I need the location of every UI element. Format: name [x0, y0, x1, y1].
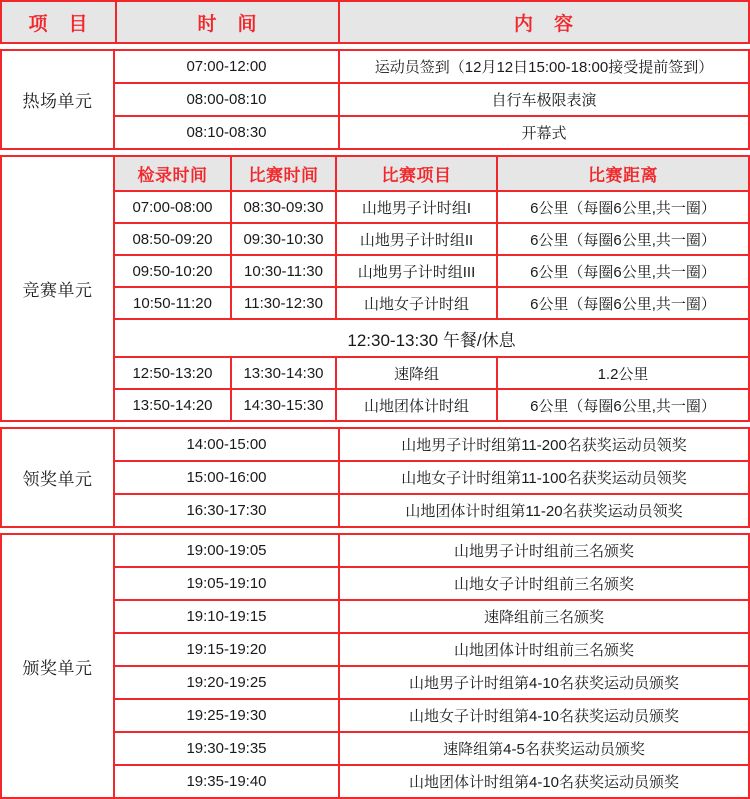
race-checkin-time: 09:50-10:20: [132, 262, 213, 280]
column-header-race-distance: 比赛距离: [496, 157, 748, 190]
awards-content: 山地女子计时组第11-100名获奖运动员领奖: [338, 462, 748, 493]
warmup-rows: [115, 51, 748, 148]
ceremony-time: 19:10-19:15: [186, 608, 267, 625]
ceremony-time: 19:20-19:25: [186, 674, 267, 691]
warmup-time: 08:10-08:30: [186, 124, 267, 141]
table-row: [115, 429, 748, 460]
table-row: [115, 731, 748, 764]
race-event: 山地男子计时组II: [335, 224, 496, 254]
column-header-checkin-time: 检录时间: [115, 157, 230, 190]
table-row: [115, 115, 748, 148]
table-row: [115, 388, 748, 420]
awards-rows: [115, 429, 748, 526]
awards-time: 16:30-17:30: [186, 502, 267, 519]
race-distance: 6公里（每圈6公里,共一圈）: [496, 192, 748, 222]
warmup-content: 自行车极限表演: [338, 84, 748, 115]
section-ceremony: [0, 533, 750, 799]
table-row: [115, 356, 748, 388]
race-distance: 6公里（每圈6公里,共一圈）: [496, 224, 748, 254]
column-header-time: 时 间: [115, 2, 338, 42]
table-row: [115, 566, 748, 599]
section-warmup: [0, 49, 750, 150]
ceremony-time: 19:05-19:10: [186, 575, 267, 592]
awards-time: 14:00-15:00: [186, 436, 267, 453]
race-subheader-row: [115, 157, 748, 190]
table-row: [115, 764, 748, 797]
ceremony-rows: [115, 535, 748, 797]
race-distance: 1.2公里: [496, 358, 748, 388]
table-header-row: [0, 0, 750, 44]
race-time: 08:30-09:30: [230, 192, 335, 222]
ceremony-content: 山地团体计时组第4-10名获奖运动员颁奖: [338, 766, 748, 797]
race-time: 10:30-11:30: [230, 256, 335, 286]
ceremony-content: 山地女子计时组第4-10名获奖运动员颁奖: [338, 700, 748, 731]
ceremony-time: 19:15-19:20: [186, 641, 267, 658]
section-label-awards: 领奖单元: [2, 429, 115, 526]
lunch-break-row: [115, 318, 748, 356]
race-time: 09:30-10:30: [230, 224, 335, 254]
table-row: [115, 190, 748, 222]
ceremony-content: 速降组前三名颁奖: [338, 601, 748, 632]
race-checkin-time: 08:50-09:20: [132, 230, 213, 248]
column-header-project: 项 目: [2, 2, 115, 42]
race-checkin-time: 10:50-11:20: [133, 294, 212, 312]
section-label-race: 竞赛单元: [2, 157, 115, 420]
column-header-race-event: 比赛项目: [335, 157, 496, 190]
column-header-race-time: 比赛时间: [230, 157, 335, 190]
table-row: [115, 286, 748, 318]
ceremony-content: 山地女子计时组前三名颁奖: [338, 568, 748, 599]
race-event: 速降组: [335, 358, 496, 388]
race-distance: 6公里（每圈6公里,共一圈）: [496, 390, 748, 420]
table-row: [115, 665, 748, 698]
ceremony-content: 速降组第4-5名获奖运动员颁奖: [338, 733, 748, 764]
race-checkin-time: 12:50-13:20: [132, 364, 213, 382]
race-event: 山地男子计时组III: [335, 256, 496, 286]
warmup-time: 08:00-08:10: [186, 91, 267, 108]
warmup-content: 开幕式: [338, 117, 748, 148]
table-row: [115, 493, 748, 526]
awards-content: 山地团体计时组第11-20名获奖运动员领奖: [338, 495, 748, 526]
warmup-time: 07:00-12:00: [186, 58, 267, 75]
race-event: 山地团体计时组: [335, 390, 496, 420]
table-row: [115, 222, 748, 254]
section-label-ceremony: 颁奖单元: [2, 535, 115, 797]
ceremony-content: 山地团体计时组前三名颁奖: [338, 634, 748, 665]
ceremony-time: 19:30-19:35: [186, 740, 267, 757]
table-row: [115, 460, 748, 493]
section-label-warmup: 热场单元: [2, 51, 115, 148]
ceremony-time: 19:25-19:30: [186, 707, 267, 724]
ceremony-time: 19:00-19:05: [186, 542, 267, 559]
race-event: 山地男子计时组I: [335, 192, 496, 222]
race-time: 11:30-12:30: [230, 288, 335, 318]
awards-content: 山地男子计时组第11-200名获奖运动员领奖: [338, 429, 748, 460]
race-distance: 6公里（每圈6公里,共一圈）: [496, 288, 748, 318]
table-row: [115, 632, 748, 665]
warmup-content: 运动员签到（12月12日15:00-18:00接受提前签到）: [338, 51, 748, 82]
race-checkin-time: 07:00-08:00: [132, 198, 213, 216]
table-row: [115, 535, 748, 566]
ceremony-content: 山地男子计时组前三名颁奖: [338, 535, 748, 566]
race-distance: 6公里（每圈6公里,共一圈）: [496, 256, 748, 286]
section-awards: [0, 427, 750, 528]
section-race: [0, 155, 750, 422]
race-rows: [115, 157, 748, 420]
race-time: 14:30-15:30: [230, 390, 335, 420]
ceremony-time: 19:35-19:40: [186, 773, 267, 790]
ceremony-content: 山地男子计时组第4-10名获奖运动员颁奖: [338, 667, 748, 698]
table-row: [115, 254, 748, 286]
race-time: 13:30-14:30: [230, 358, 335, 388]
race-event: 山地女子计时组: [335, 288, 496, 318]
column-header-content: 内 容: [338, 2, 748, 42]
lunch-break-label: 12:30-13:30 午餐/休息: [347, 330, 516, 350]
race-checkin-time: 13:50-14:20: [132, 396, 213, 414]
awards-time: 15:00-16:00: [186, 469, 267, 486]
table-row: [115, 698, 748, 731]
table-row: [115, 51, 748, 82]
table-row: [115, 82, 748, 115]
table-row: [115, 599, 748, 632]
